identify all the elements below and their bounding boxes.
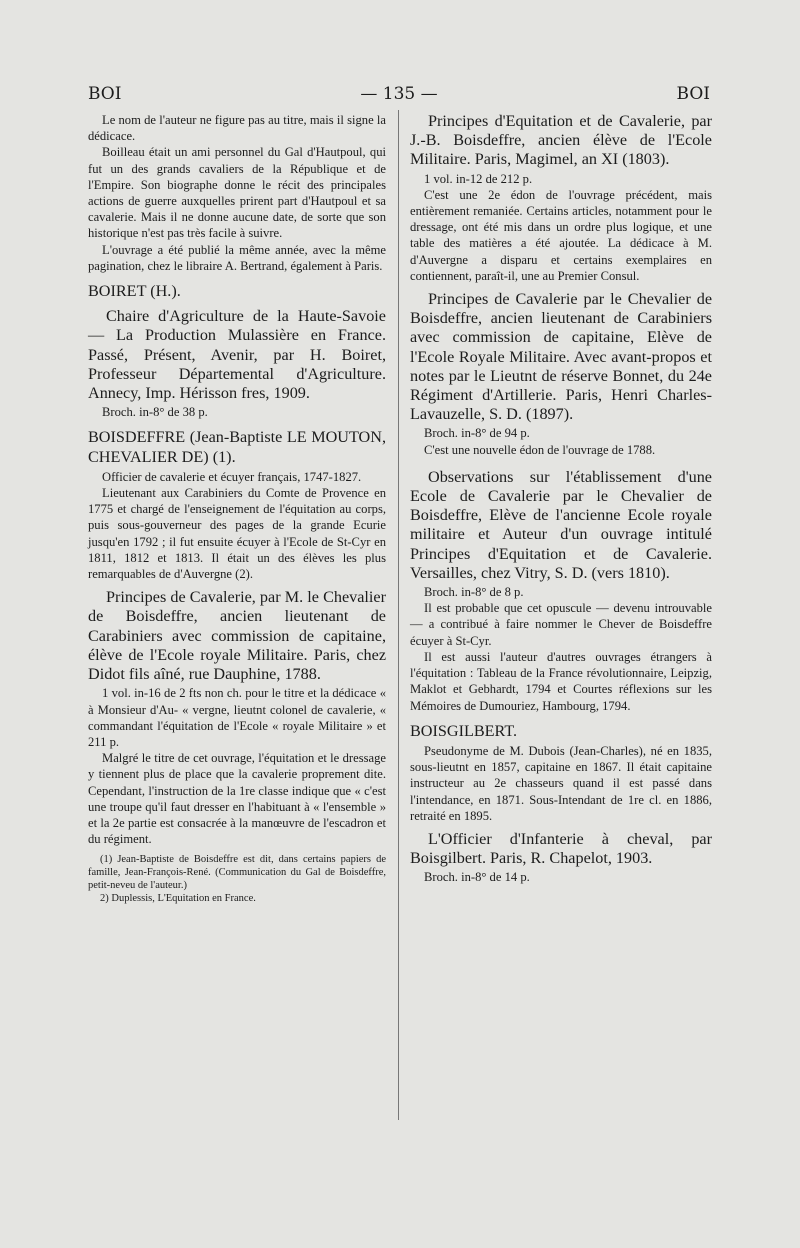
footnote: 2) Duplessis, L'Equitation en France. [100, 893, 256, 905]
paragraph: C'est une nouvelle édon de l'ouvrage de 1788. [424, 442, 656, 457]
header-left: BOI [88, 84, 122, 104]
paragraph: Officier de cavalerie et écuyer français, 1747-1827. [102, 469, 362, 484]
paragraph: C'est une 2e édon de l'ouvrage précédent, mais entièrement remaniée. Certains articles, notamment pour le dressage, ont été mis dans un ordre plus logique, et une table des matières a été ajoutée. La dédicace à M. d'Auvergne a disparu et certains exemplaires en contiennent, paraît-il, une au Premier Consul. [410, 187, 712, 283]
running-head [88, 84, 710, 110]
paragraph: Broch. in-8° de 14 p. [424, 870, 530, 885]
book-title-entry: Principes de Cavalerie par le Chevalier de Boisdeffre, ancien lieutenant de Carabiniers avec commission de capitaine, Elève de l'Ecole Royale Militaire. Avec avant-propos et notes par le Lieutnt de réserve Bonnet, du 24e Régiment d'Artillerie. Paris, Henri Charles-Lavauzelle, S. D. (1897). [410, 290, 712, 424]
page-number: — 135 — [360, 84, 438, 104]
paragraph: Boilleau était un ami personnel du Gal d'Hautpoul, qui fut un des grands cavaliers de la République et de l'Empire. Son biographe donne le récit des principales actions de guerre auxquelles prirent part d'Hautpoul et sa cavalerie. Mais il ne donne aucune date, de sorte que son historique n'est pas très facile à suivre. [88, 145, 386, 241]
paragraph: L'ouvrage a été publié la même année, avec la même pagination, chez le libraire A. Bertrand, également à Paris. [88, 242, 386, 273]
book-title-entry: Principes d'Equitation et de Cavalerie, par J.-B. Boisdeffre, ancien élève de l'Ecole Militaire. Paris, Magimel, an XI (1803). [410, 112, 712, 169]
paragraph: Pseudonyme de M. Dubois (Jean-Charles), né en 1835, sous-lieutnt en 1857, capitaine en 1867. Il était capitaine instructeur au 2e chasseurs quand il est passé dans l'intendance, en 1871. Sous-Intendant de 1re cl. en 1886, retraité en 1895. [410, 743, 712, 823]
paragraph: Le nom de l'auteur ne figure pas au titre, mais il signe la dédicace. [88, 113, 386, 144]
paragraph: Il est aussi l'auteur d'autres ouvrages étrangers à l'équitation : Tableau de la France révolutionnaire, Leipzig, Maklot et Gebhardt, 1794 et Courtes réflexions sur les Mémoires de Dumouriez, Hambourg, 1794. [410, 649, 712, 713]
paragraph: Broch. in-8° de 38 p. [102, 405, 208, 420]
book-title-entry: Principes de Cavalerie, par M. le Chevalier de Boisdeffre, ancien lieutenant de Carabiniers avec commission de capitaine, élève de l'Ecole royale Militaire. Paris, chez Didot fils aîné, rue Dauphine, 1788. [88, 588, 386, 684]
paragraph: Malgré le titre de cet ouvrage, l'équitation et le dressage y tiennent plus de place que la cavalerie proprement dite. Cependant, l'instruction de la 1re classe indique que « c'est une troupe qu'il faut dresser en l'habituant à « l'ensemble » et la 2e partie est consacrée à la manœuvre de l'escadron et du régiment. [88, 751, 386, 847]
paragraph: Broch. in-8° de 8 p. [424, 585, 524, 600]
paragraph: Il est probable que cet opuscule — devenu introuvable — a contribué à faire nommer le Chever de Boisdeffre écuyer à St-Cyr. [410, 601, 712, 648]
book-title-entry: Observations sur l'établissement d'une Ecole de Cavalerie par le Chevalier de Boisdeffre, Elève de l'ancienne Ecole royale militaire et Auteur d'un ouvrage intitulé Principes d'Equitation et de Cavalerie. Versailles, chez Vitry, S. D. (vers 1810). [410, 467, 712, 582]
column-divider [398, 110, 399, 1120]
left-column [88, 112, 386, 905]
spacer [410, 458, 712, 462]
paragraph: 1 vol. in-16 de 2 fts non ch. pour le titre et la dédicace « à Monsieur d'Au- « vergne, lieutnt colonel de cavalerie, « commandant l'équitation de l'Ecole « royale Militaire » et 211 p. [88, 686, 386, 749]
footnote: (1) Jean-Baptiste de Boisdeffre est dit, dans certains papiers de famille, Jean-François-René. (Communication du Gal de Boisdeffre, petit-neveu de l'auteur.) [88, 854, 386, 892]
book-title-entry: L'Officier d'Infanterie à cheval, par Boisgilbert. Paris, R. Chapelot, 1903. [410, 829, 712, 868]
entry-heading: BOIRET (H.). [88, 282, 181, 301]
entry-heading: BOISDEFFRE (Jean-Baptiste LE MOUTON, CHEVALIER DE) (1). [88, 428, 386, 466]
right-column [410, 112, 712, 886]
header-right: BOI [676, 84, 710, 104]
book-title-entry: Chaire d'Agriculture de la Haute-Savoie — La Production Mulassière en France. Passé, Présent, Avenir, par H. Boiret, Professeur Départemental d'Agriculture. Annecy, Imp. Hérisson fres, 1909. [88, 307, 386, 403]
paragraph: Lieutenant aux Carabiniers du Comte de Provence en 1775 et chargé de l'enseignement de l'équitation au corps, puis sous-gouverneur des pages de la grande Ecurie jusqu'en 1792 ; il fut ensuite écuyer à l'Ecole de St-Cyr en 1811, 1812 et 1813. Il était un des élèves les plus remarquables de d'Auvergne (2). [88, 486, 386, 582]
paragraph: 1 vol. in-12 de 212 p. [424, 171, 533, 186]
entry-heading: BOISGILBERT. [410, 721, 518, 740]
paragraph: Broch. in-8° de 94 p. [424, 426, 530, 441]
